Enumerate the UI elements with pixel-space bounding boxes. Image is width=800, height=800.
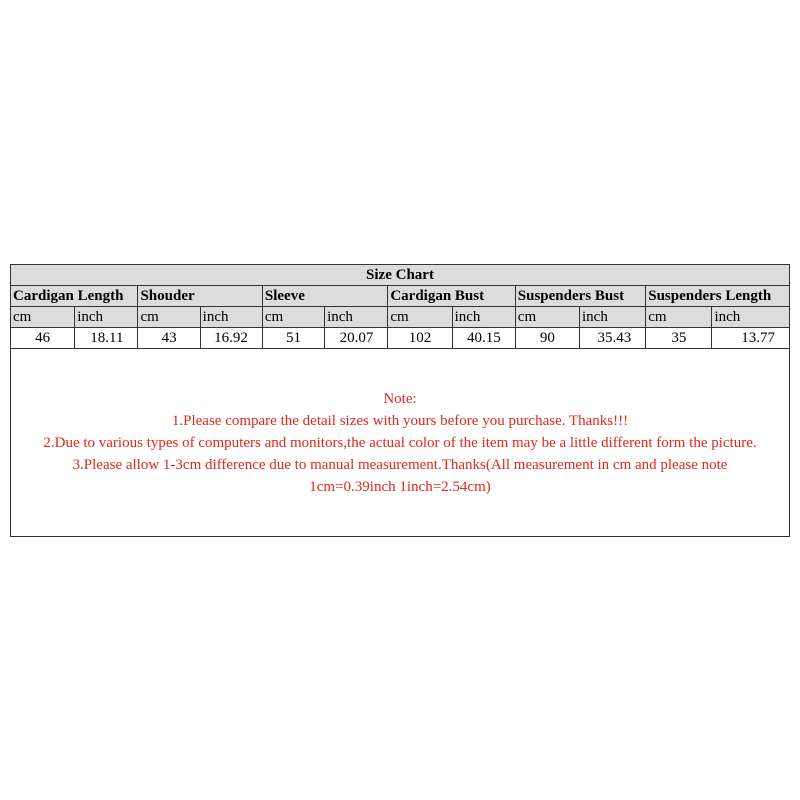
chart-title: Size Chart	[11, 265, 790, 286]
column-header: Sleeve	[262, 286, 387, 307]
unit-label: inch	[200, 307, 262, 328]
column-header: Cardigan Length	[11, 286, 138, 307]
unit-label: inch	[452, 307, 515, 328]
note-line-3: 3.Please allow 1-3cm difference due to manual measurement.Thanks(All measurement in cm and please note	[72, 456, 728, 473]
column-header: Cardigan Bust	[388, 286, 515, 307]
value-cm: 43	[138, 328, 200, 349]
note-line-1: 1.Please compare the detail sizes with yours before you purchase. Thanks!!!	[171, 412, 629, 429]
value-row	[11, 328, 790, 349]
value-cm: 46	[11, 328, 75, 349]
unit-label: cm	[646, 307, 712, 328]
unit-label: cm	[138, 307, 200, 328]
value-cm: 51	[262, 328, 324, 349]
unit-label: inch	[712, 307, 790, 328]
value-inch: 13.77	[712, 328, 790, 349]
value-inch: 20.07	[325, 328, 388, 349]
note-line-4: 1cm=0.39inch 1inch=2.54cm)	[309, 478, 491, 495]
note-heading: Note:	[383, 390, 417, 407]
value-cm: 90	[515, 328, 579, 349]
unit-label: inch	[325, 307, 388, 328]
unit-label: inch	[75, 307, 138, 328]
value-inch: 35.43	[580, 328, 646, 349]
size-table	[10, 264, 790, 349]
column-header: Suspenders Length	[646, 286, 790, 307]
unit-row	[11, 307, 790, 328]
size-chart	[10, 264, 790, 537]
unit-label: cm	[11, 307, 75, 328]
header-row	[11, 286, 790, 307]
unit-label: cm	[388, 307, 452, 328]
size-table-body	[11, 265, 790, 349]
value-cm: 102	[388, 328, 452, 349]
value-inch: 40.15	[452, 328, 515, 349]
column-header: Shouder	[138, 286, 262, 307]
value-inch: 18.11	[75, 328, 138, 349]
unit-label: inch	[580, 307, 646, 328]
column-header: Suspenders Bust	[515, 286, 645, 307]
value-inch: 16.92	[200, 328, 262, 349]
note-line-2: 2.Due to various types of computers and monitors,the actual color of the item may be a little different form the picture.	[43, 434, 757, 451]
note-box	[10, 349, 790, 537]
unit-label: cm	[515, 307, 579, 328]
unit-label: cm	[262, 307, 324, 328]
title-row	[11, 265, 790, 286]
value-cm: 35	[646, 328, 712, 349]
